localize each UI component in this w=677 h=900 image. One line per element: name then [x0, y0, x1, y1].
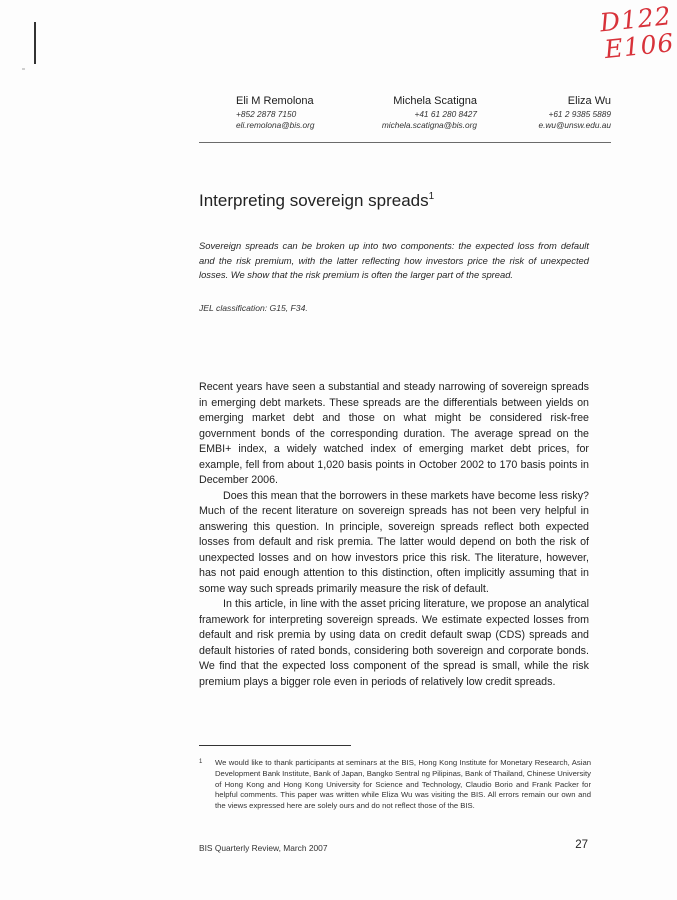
body-paragraph: Does this mean that the borrowers in these markets have become less risky? Much of the recent literature on sovereign spreads has not been very helpful in answering this question. In principle, sovereign spreads reflect both expected losses from default and risk premia. The latter would depend on both the risk of unexpected losses and on how investors price this risk. The literature, however, has not paid enough attention to this distinction, often implicitly assuming that in some way such spreads primarily measure the risk of default.	[199, 489, 589, 595]
author-email: e.wu@unsw.edu.au	[538, 120, 611, 130]
article-title	[199, 186, 434, 212]
author-phone: +61 2 9385 5889	[548, 109, 611, 119]
body-paragraph: In this article, in line with the asset pricing literature, we propose an analytical framework for interpreting sovereign spreads. We estimate expected losses from default and risk premia by using data on credit default swap (CDS) spreads and default histories of rated bonds, considering both sovereign and corporate bonds. We find that the expected loss component of the spread is small, while the risk premium plays a bigger role even in periods of relatively low credit spreads.	[199, 598, 589, 688]
title-text: Interpreting sovereign spreads	[199, 191, 429, 210]
scan-margin-mark	[34, 22, 36, 64]
article-body	[199, 380, 589, 690]
title-footnote-marker: 1	[428, 191, 435, 202]
author-phone: +852 2878 7150	[236, 109, 297, 119]
scan-speck	[22, 68, 25, 70]
body-paragraph: Recent years have seen a substantial and steady narrowing of sovereign spreads in emerging debt markets. These spreads are the differentials between yields on emerging market debt and those on what might be considered risk-free government bonds of the corresponding duration. The average spread on the EMBI+ index, a widely watched index of emerging market debt prices, for example, fell from about 1,020 basis points in October 2002 to 170 basis points in December 2006.	[199, 381, 589, 486]
author-email: eli.remolona@bis.org	[236, 120, 315, 130]
author-2	[342, 94, 477, 131]
footnote	[199, 758, 591, 812]
abstract: Sovereign spreads can be broken up into two components: the expected loss from default and the risk premium, with the latter reflecting how investors price the risk of unexpected losses. We show that the risk premium is often the larger part of the spread.	[199, 240, 589, 280]
handwritten-line-2: E106	[603, 27, 676, 65]
author-name: Eli M Remolona	[236, 95, 314, 107]
author-name: Eliza Wu	[567, 95, 611, 107]
journal-footer: BIS Quarterly Review, March 2007	[199, 843, 328, 853]
author-block	[199, 94, 611, 136]
page-number: 27	[575, 839, 588, 851]
handwritten-line-1: D122	[598, 1, 673, 38]
jel-classification: JEL classification: G15, F34.	[199, 303, 308, 313]
author-email: michela.scatigna@bis.org	[381, 120, 477, 130]
author-3	[501, 94, 611, 131]
header-divider	[199, 142, 611, 143]
footnote-text: We would like to thank participants at seminars at the BIS, Hong Kong Institute for Monetary Research, Asian Development Bank Institute, Bank of Japan, Bangko Sentral ng Pilipinas, Bank of Thailand, Chinese University of Hong Kong and Hong Kong University for Science and Technology, Claudio Borio and Frank Packer for helpful comments. This paper was written while Eliza Wu was visiting the BIS. All errors remain our own and the views expressed here are solely ours and do not reflect those of the BIS.	[215, 758, 591, 811]
handwritten-annotation	[592, 2, 675, 64]
author-name: Michela Scatigna	[393, 95, 477, 107]
footnote-divider	[199, 745, 351, 746]
footnote-marker: 1	[199, 759, 203, 765]
author-phone: +41 61 280 8427	[414, 109, 477, 119]
author-1	[199, 94, 366, 131]
